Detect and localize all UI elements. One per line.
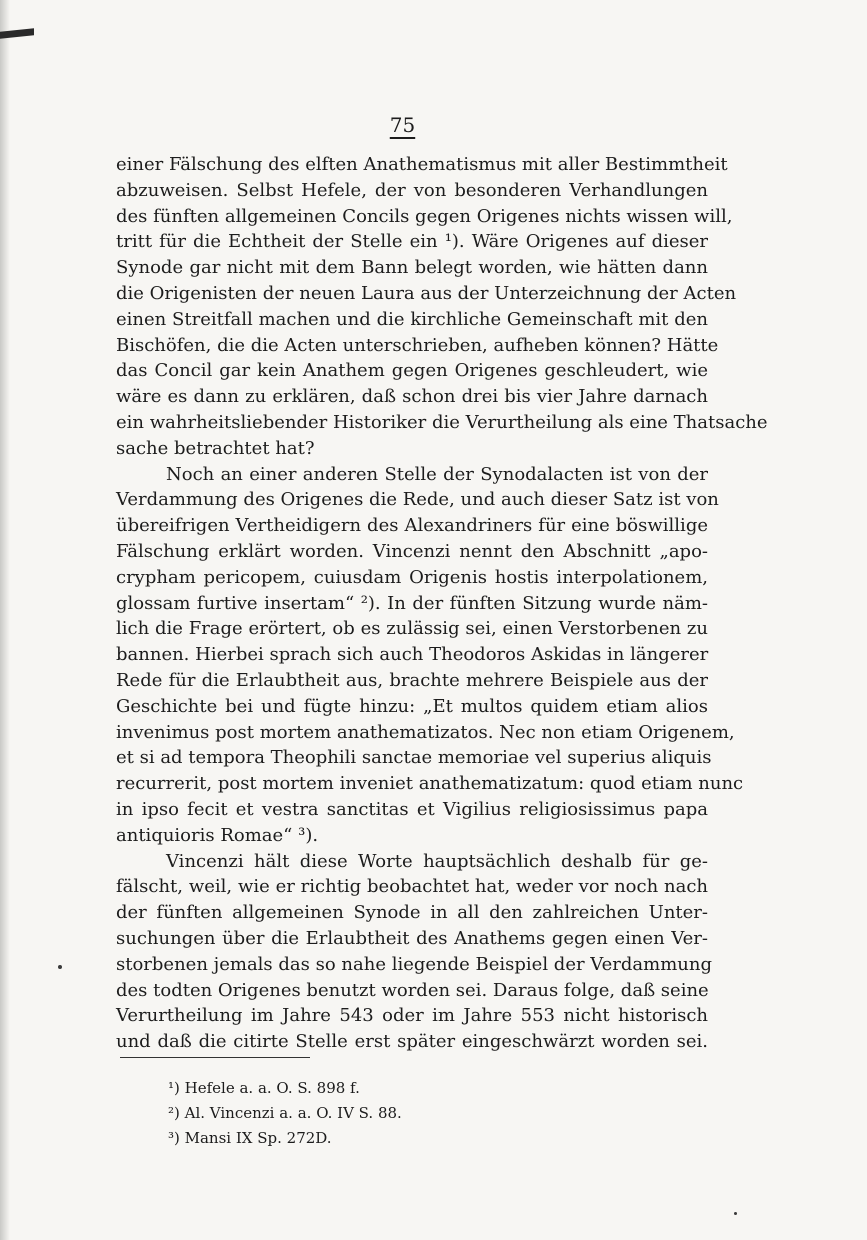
footnote-rule [120,1057,310,1058]
paragraph [116,849,713,1055]
paragraph [116,462,744,849]
text-line: Fälschung erklärt worden. Vincenzi nennt den Abschnitt „apo- [116,540,708,562]
text-line: Rede für die Erlaubtheit aus, brachte mehrere Beispiele aus der [116,669,708,691]
footnotes [168,1076,402,1151]
text-line: et si ad tempora Theophili sanctae memoriae vel superius aliquis [116,747,712,769]
text-line: abzuweisen. Selbst Hefele, der von besonderen Verhandlungen [116,179,708,201]
text-line: Synode gar nicht mit dem Bann belegt worden, wie hätten dann [116,257,708,279]
footnote-3: ³) Mansi IX Sp. 272D. [168,1129,332,1147]
text-line: die Origenisten der neuen Laura aus der Unterzeichnung der Acten [116,282,737,304]
text-line: Geschichte bei und fügte hinzu: „Et multos quidem etiam alios [116,695,708,717]
text-line: crypham pericopem, cuiusdam Origenis hostis interpolationem, [116,566,708,588]
text-line: Bischöfen, die die Acten unterschrieben, aufheben können? Hätte [116,334,719,356]
scan-speck [734,1212,737,1215]
text-line: einen Streitfall machen und die kirchliche Gemeinschaft mit den [116,308,708,330]
text-line: bannen. Hierbei sprach sich auch Theodoros Askidas in längerer [116,644,709,666]
paragraph [116,152,768,462]
text-line: invenimus post mortem anathematizatos. Nec non etiam Origenem, [116,721,735,743]
text-line: des todten Origenes benutzt worden sei. Daraus folge, daß seine [116,979,709,1001]
text-line: der fünften allgemeinen Synode in all den zahlreichen Unter- [116,902,708,924]
text-line: antiquioris Romae“ ³). [116,824,319,846]
text-line: übereifrigen Vertheidigern des Alexandriners für eine böswillige [116,515,708,537]
text-line: lich die Frage erörtert, ob es zulässig sei, einen Verstorbenen zu [116,618,708,640]
text-line: suchungen über die Erlaubtheit des Anathems gegen einen Ver- [116,927,708,949]
page-edge-shadow [0,0,10,1240]
text-line: Noch an einer anderen Stelle der Synodalacten ist von der [166,463,708,485]
text-line: tritt für die Echtheit der Stelle ein ¹). Wäre Origenes auf dieser [116,231,708,253]
text-line: das Concil gar kein Anathem gegen Origenes geschleudert, wie [116,360,708,382]
text-line: glossam furtive insertam“ ²). In der fünften Sitzung wurde näm- [116,592,708,614]
footnote-2: ²) Al. Vincenzi a. a. O. IV S. 88. [168,1104,402,1122]
text-line: Verurtheilung im Jahre 543 oder im Jahre 553 nicht historisch [116,1005,708,1027]
body-text [116,152,768,1055]
text-line: wäre es dann zu erklären, daß schon drei bis vier Jahre darnach [116,386,708,408]
text-line: storbenen jemals das so nahe liegende Beispiel der Verdammung [116,953,713,975]
text-line: ein wahrheitsliebender Historiker die Verurtheilung als eine Thatsache [116,411,768,433]
text-line: und daß die citirte Stelle erst später eingeschwärzt worden sei. [116,1031,708,1053]
text-line: fälscht, weil, wie er richtig beobachtet hat, weder vor noch nach [116,876,708,898]
text-line: Verdammung des Origenes die Rede, und auch dieser Satz ist von [116,489,719,511]
footnote-1: ¹) Hefele a. a. O. S. 898 f. [168,1079,360,1097]
text-line: Vincenzi hält diese Worte hauptsächlich deshalb für ge- [166,850,708,872]
scan-speck [58,965,62,969]
text-line: in ipso fecit et vestra sanctitas et Vigilius religiosissimus papa [116,798,708,820]
text-line: einer Fälschung des elften Anathematismus mit aller Bestimmtheit [116,154,728,175]
text-line: recurrerit, post mortem inveniet anathematizatum: quod etiam nunc [116,773,744,795]
text-line: des fünften allgemeinen Concils gegen Origenes nichts wissen will, [116,205,733,227]
text-line: sache betrachtet hat? [116,437,315,459]
page-number: 75 [389,113,416,137]
